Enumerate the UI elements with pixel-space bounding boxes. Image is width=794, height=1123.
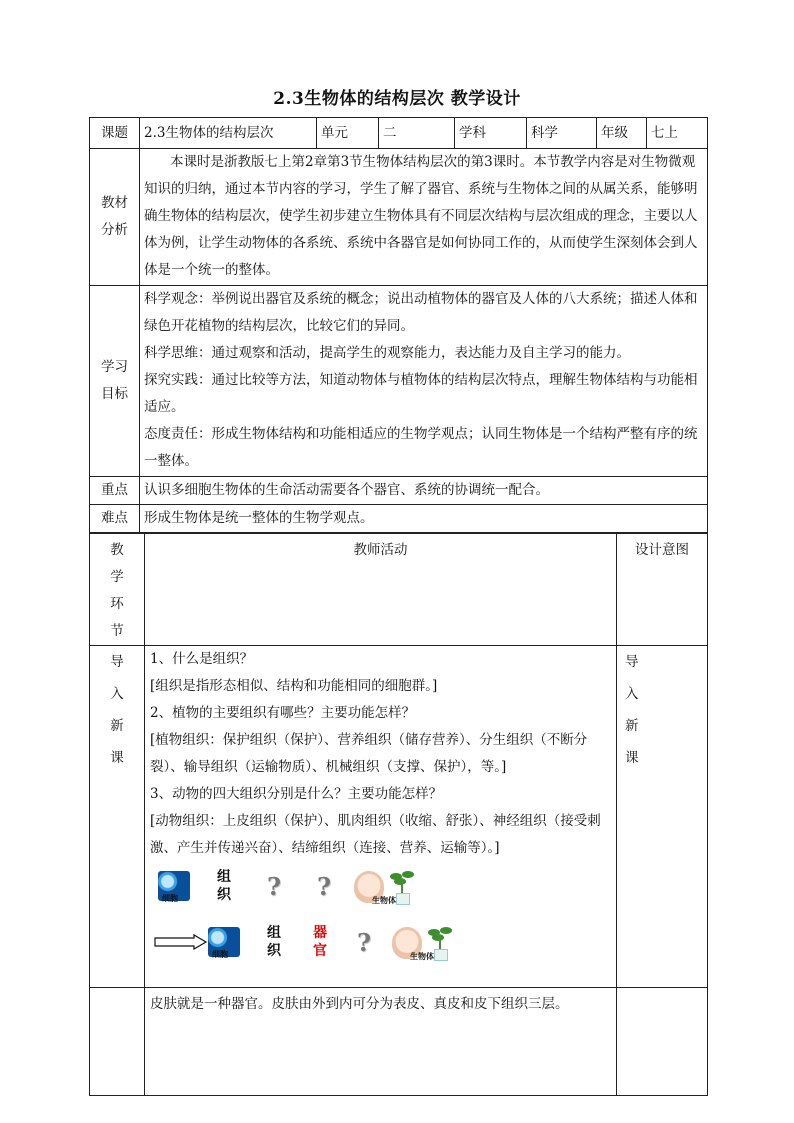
goal-item: 态度责任：形成生物体结构和功能相适应的生物学观点；认同生物体是一个结构严整有序的统一整体。 — [144, 426, 698, 469]
intro-intent: 导 入 新 课 — [617, 646, 708, 988]
subject-value: 科学 — [527, 118, 597, 149]
stage-header: 教学环节 — [90, 534, 145, 646]
intro-line: [组织是指形态相似、结构和功能相同的细胞群。] — [150, 678, 438, 694]
process-table — [89, 533, 708, 1096]
difficulty-text: 形成生物体是统一整体的生物学观点。 — [140, 505, 708, 533]
key-point-text: 认识多细胞生物体的生命活动需要各个器官、系统的协调统一配合。 — [140, 477, 708, 505]
intro-line: 3、动物的四大组织分别是什么？主要功能怎样？ — [150, 786, 443, 802]
subject-label: 学科 — [455, 118, 527, 149]
hierarchy-diagram — [150, 862, 612, 974]
teacher-header: 教师活动 — [145, 534, 617, 646]
intro-line: 2、植物的主要组织有哪些？主要功能怎样？ — [150, 705, 416, 721]
cell-caption: 细胞 — [162, 893, 178, 903]
info-table — [89, 117, 708, 533]
unit-label: 单元 — [317, 118, 379, 149]
skin-stage — [90, 988, 145, 1096]
unit-value: 二 — [379, 118, 455, 149]
hierarchy-row-1 — [158, 868, 416, 904]
grade-value: 七上 — [647, 118, 708, 149]
arrow-right-icon — [154, 934, 208, 950]
organism-caption: 生物体 — [372, 895, 396, 905]
skin-content: 皮肤就是一种器官。皮肤由外到内可分为表皮、真皮和皮下组织三层。 — [145, 988, 617, 1096]
cell-image — [158, 871, 190, 901]
organism-caption: 生物体 — [410, 951, 434, 961]
organism-image — [354, 869, 416, 903]
topic-label: 课题 — [90, 118, 140, 149]
analysis-text: 本课时是浙教版七上第2章第3节生物体结构层次的第3课时。本节教学内容是对生物微观知识的归纳，通过本节内容的学习，学生了解了器官、系统与生物体之间的从属关系，能够明确生物体的结构层次，使学生初步建立生物体具有不同层次结构与层次组成的理念，主要以人体为例，让学生动物体的各系统、系统中各器官是如何协同工作的，从而使学生深刻体会到人体是一个统一的整体。 — [140, 149, 708, 286]
goal-item: 探究实践：通过比较等方法，知道动物体与植物体的结构层次特点，理解生物体结构与功能相适应。 — [144, 372, 698, 415]
topic-value: 2.3生物体的结构层次 — [140, 118, 317, 149]
grade-label: 年级 — [597, 118, 647, 149]
organism-image — [392, 925, 454, 959]
question-mark-icon: ? — [356, 927, 372, 957]
intro-line: [植物组织：保护组织（保护）、营养组织（储存营养）、分生组织（不断分裂）、输导组织（运输物质）、机械组织（支撑、保护），等。] — [150, 732, 588, 775]
question-mark-icon: ? — [266, 871, 282, 901]
intent-header: 设计意图 — [617, 534, 708, 646]
intro-stage: 导 入 新 课 — [90, 646, 145, 988]
organ-word: 器 官 — [313, 925, 327, 959]
hierarchy-row-2 — [154, 924, 454, 960]
goals-label: 学习目标 — [90, 286, 140, 477]
tissue-word: 组 织 — [217, 869, 231, 903]
analysis-label: 教材分析 — [90, 149, 140, 286]
goals-list — [140, 286, 708, 477]
goal-item: 科学观念：举例说出器官及系统的概念；说出动植物体的器官及人体的八大系统；描述人体和绿色开花植物的结构层次，比较它们的异同。 — [144, 291, 698, 334]
cell-caption: 细胞 — [212, 949, 228, 959]
intro-line: [动物组织：上皮组织（保护）、肌肉组织（收缩、舒张）、神经组织（接受刺激、产生并传递兴奋）、结缔组织（连接、营养、运输等）。] — [150, 813, 601, 856]
difficulty-label: 难点 — [90, 505, 140, 533]
page-title: 2.3生物体的结构层次 教学设计 — [273, 89, 521, 109]
key-point-label: 重点 — [90, 477, 140, 505]
tissue-word: 组 织 — [267, 925, 281, 959]
skin-intent — [617, 988, 708, 1096]
goal-item: 科学思维：通过观察和活动，提高学生的观察能力，表达能力及自主学习的能力。 — [144, 345, 630, 361]
cell-image — [208, 927, 240, 957]
intro-line: 1、什么是组织？ — [150, 651, 254, 667]
intro-content — [145, 646, 617, 988]
question-mark-icon: ? — [316, 871, 332, 901]
